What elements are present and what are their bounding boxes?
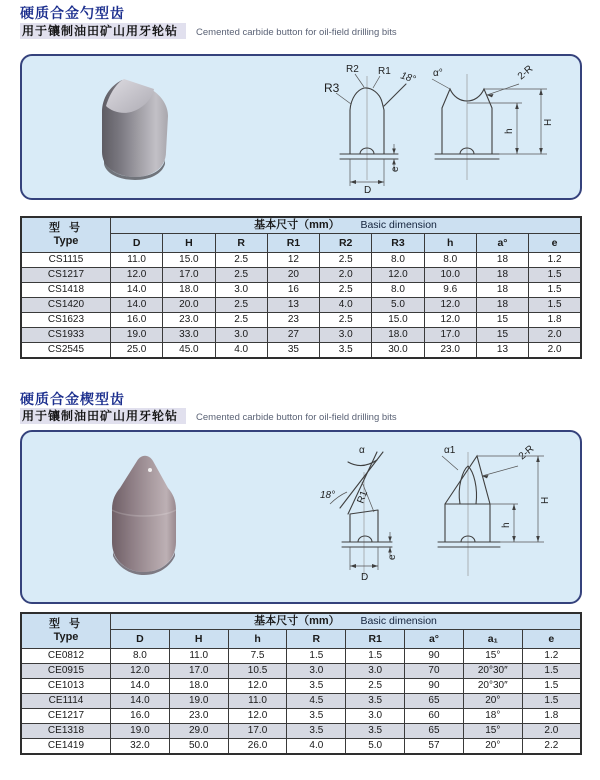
value-cell: 15° xyxy=(463,724,522,739)
value-cell: 65 xyxy=(405,724,464,739)
table-row xyxy=(21,739,581,755)
table-row xyxy=(21,679,581,694)
type-header-english: Type xyxy=(53,631,79,643)
dim-label-d: D xyxy=(364,185,372,194)
column-header: R2 xyxy=(320,234,372,253)
column-header: H xyxy=(169,630,228,649)
value-cell: 12.0 xyxy=(424,313,476,328)
dim-label-2r: 2-R xyxy=(515,63,536,83)
section1-subtitle xyxy=(20,22,397,40)
column-header: D xyxy=(111,630,170,649)
value-cell: 1.8 xyxy=(529,313,581,328)
value-cell: 2.5 xyxy=(215,268,267,283)
section1-title: 硬质合金勺型齿 xyxy=(20,5,125,21)
value-cell: 17.0 xyxy=(163,268,215,283)
value-cell: 50.0 xyxy=(169,739,228,755)
value-cell: 4.0 xyxy=(215,343,267,359)
type-header-chinese: 型 号 xyxy=(48,222,84,234)
value-cell: 19.0 xyxy=(169,694,228,709)
value-cell: 2.5 xyxy=(215,313,267,328)
value-cell: 57 xyxy=(405,739,464,755)
value-cell: 8.0 xyxy=(372,253,424,268)
value-cell: 17.0 xyxy=(228,724,287,739)
value-cell: 1.8 xyxy=(522,709,581,724)
value-cell: 70 xyxy=(405,664,464,679)
table-row xyxy=(21,694,581,709)
table-row xyxy=(21,649,581,664)
value-cell: 20° xyxy=(463,694,522,709)
value-cell: 2.0 xyxy=(529,343,581,359)
value-cell: 4.0 xyxy=(287,739,346,755)
value-cell: 15 xyxy=(476,328,528,343)
value-cell: 1.5 xyxy=(529,268,581,283)
value-cell: 20 xyxy=(267,268,319,283)
section2-subtitle xyxy=(20,407,397,425)
table-row xyxy=(21,328,581,343)
dim-label-alpha: α° xyxy=(433,68,443,79)
type-cell: CE0812 xyxy=(21,649,111,664)
type-cell: CS1933 xyxy=(21,328,111,343)
value-cell: 20° xyxy=(463,739,522,755)
value-cell: 65 xyxy=(405,694,464,709)
value-cell: 23.0 xyxy=(424,343,476,359)
value-cell: 18 xyxy=(476,268,528,283)
column-header: R1 xyxy=(267,234,319,253)
type-cell: CE1419 xyxy=(21,739,111,755)
value-cell: 2.5 xyxy=(346,679,405,694)
value-cell: 18.0 xyxy=(372,328,424,343)
value-cell: 29.0 xyxy=(169,724,228,739)
type-header-chinese: 型 号 xyxy=(48,618,84,630)
value-cell: 14.0 xyxy=(111,694,170,709)
value-cell: 15° xyxy=(463,649,522,664)
value-cell: 23.0 xyxy=(163,313,215,328)
value-cell: 33.0 xyxy=(163,328,215,343)
value-cell: 1.5 xyxy=(529,283,581,298)
section1-subtitle-english: Cemented carbide button for oil-field drilling bits xyxy=(196,27,397,38)
value-cell: 1.5 xyxy=(522,679,581,694)
table-row xyxy=(21,709,581,724)
dim-label-r3: R3 xyxy=(324,81,340,95)
value-cell: 13 xyxy=(267,298,319,313)
value-cell: 16.0 xyxy=(111,313,163,328)
dim-label-r2: R2 xyxy=(346,64,359,75)
value-cell: 18.0 xyxy=(169,679,228,694)
section1-subtitle-chinese: 用于镶制油田矿山用牙轮钻 xyxy=(20,23,186,39)
value-cell: 11.0 xyxy=(169,649,228,664)
value-cell: 10.0 xyxy=(424,268,476,283)
dim-label-e: e xyxy=(390,166,401,172)
value-cell: 3.0 xyxy=(320,328,372,343)
table-row xyxy=(21,283,581,298)
value-cell: 1.2 xyxy=(529,253,581,268)
dim-label-2r: 2-R xyxy=(516,444,537,463)
wedge-front-drawing xyxy=(430,444,565,584)
value-cell: 15.0 xyxy=(372,313,424,328)
value-cell: 15.0 xyxy=(163,253,215,268)
value-cell: 1.2 xyxy=(522,649,581,664)
value-cell: 26.0 xyxy=(228,739,287,755)
value-cell: 2.5 xyxy=(215,253,267,268)
dim-label-H: H xyxy=(540,496,551,504)
value-cell: 20°30″ xyxy=(463,679,522,694)
value-cell: 2.5 xyxy=(215,298,267,313)
value-cell: 2.0 xyxy=(522,724,581,739)
value-cell: 18 xyxy=(476,298,528,313)
dim-label-r1: R1 xyxy=(355,489,371,506)
dimension-header-english: Basic dimension xyxy=(360,615,437,627)
value-cell: 12.0 xyxy=(111,664,170,679)
spoon-button-photo xyxy=(94,70,176,184)
value-cell: 12.0 xyxy=(424,298,476,313)
value-cell: 8.0 xyxy=(424,253,476,268)
section2-spec-table xyxy=(20,612,582,755)
dim-label-h: h xyxy=(501,522,512,528)
type-header-english: Type xyxy=(53,235,79,247)
type-cell: CS2545 xyxy=(21,343,111,359)
table-row xyxy=(21,664,581,679)
value-cell: 1.5 xyxy=(522,694,581,709)
spoon-front-drawing xyxy=(427,62,567,194)
column-header: h xyxy=(228,630,287,649)
value-cell: 1.5 xyxy=(529,298,581,313)
type-cell: CS1115 xyxy=(21,253,111,268)
value-cell: 3.0 xyxy=(287,664,346,679)
dimension-header-chinese: 基本尺寸（mm） xyxy=(254,615,340,627)
value-cell: 3.5 xyxy=(346,694,405,709)
wedge-side-drawing xyxy=(320,444,425,584)
type-cell: CS1420 xyxy=(21,298,111,313)
value-cell: 12.0 xyxy=(228,709,287,724)
type-cell: CE1217 xyxy=(21,709,111,724)
wedge-button-photo xyxy=(104,448,186,586)
dim-label-d: D xyxy=(361,572,369,583)
value-cell: 20.0 xyxy=(163,298,215,313)
value-cell: 8.0 xyxy=(111,649,170,664)
value-cell: 11.0 xyxy=(228,694,287,709)
column-header: e xyxy=(529,234,581,253)
dim-label-r1: R1 xyxy=(378,66,391,77)
value-cell: 8.0 xyxy=(372,283,424,298)
value-cell: 3.0 xyxy=(346,709,405,724)
value-cell: 16 xyxy=(267,283,319,298)
column-header: R xyxy=(287,630,346,649)
value-cell: 17.0 xyxy=(169,664,228,679)
value-cell: 15 xyxy=(476,313,528,328)
value-cell: 3.5 xyxy=(346,724,405,739)
column-header: a° xyxy=(405,630,464,649)
value-cell: 18° xyxy=(463,709,522,724)
dimension-header-english: Basic dimension xyxy=(360,219,437,231)
value-cell: 3.5 xyxy=(320,343,372,359)
value-cell: 45.0 xyxy=(163,343,215,359)
column-header: R3 xyxy=(372,234,424,253)
value-cell: 5.0 xyxy=(372,298,424,313)
value-cell: 27 xyxy=(267,328,319,343)
value-cell: 3.5 xyxy=(287,724,346,739)
value-cell: 5.0 xyxy=(346,739,405,755)
dim-label-e: e xyxy=(387,554,398,560)
value-cell: 30.0 xyxy=(372,343,424,359)
dimension-header xyxy=(111,217,582,234)
column-header: H xyxy=(163,234,215,253)
section2-title: 硬质合金楔型齿 xyxy=(20,391,125,407)
column-header: a₁ xyxy=(463,630,522,649)
table-row xyxy=(21,343,581,359)
value-cell: 12 xyxy=(267,253,319,268)
value-cell: 19.0 xyxy=(111,724,170,739)
table-row xyxy=(21,253,581,268)
type-cell: CE1318 xyxy=(21,724,111,739)
value-cell: 14.0 xyxy=(111,679,170,694)
value-cell: 90 xyxy=(405,649,464,664)
value-cell: 2.2 xyxy=(522,739,581,755)
value-cell: 35 xyxy=(267,343,319,359)
value-cell: 12.0 xyxy=(228,679,287,694)
value-cell: 1.5 xyxy=(287,649,346,664)
column-header: a° xyxy=(476,234,528,253)
value-cell: 14.0 xyxy=(111,298,163,313)
column-header: e xyxy=(522,630,581,649)
type-cell: CS1217 xyxy=(21,268,111,283)
value-cell: 11.0 xyxy=(111,253,163,268)
dim-label-H: H xyxy=(543,118,554,126)
table-row xyxy=(21,724,581,739)
type-cell: CE0915 xyxy=(21,664,111,679)
value-cell: 3.0 xyxy=(215,328,267,343)
section2-subtitle-chinese: 用于镶制油田矿山用牙轮钻 xyxy=(20,408,186,424)
value-cell: 18 xyxy=(476,283,528,298)
value-cell: 2.5 xyxy=(320,313,372,328)
value-cell: 12.0 xyxy=(372,268,424,283)
table-row xyxy=(21,298,581,313)
value-cell: 32.0 xyxy=(111,739,170,755)
value-cell: 14.0 xyxy=(111,283,163,298)
value-cell: 4.5 xyxy=(287,694,346,709)
value-cell: 2.5 xyxy=(320,253,372,268)
column-header: D xyxy=(111,234,163,253)
value-cell: 12.0 xyxy=(111,268,163,283)
type-cell: CS1418 xyxy=(21,283,111,298)
value-cell: 17.0 xyxy=(424,328,476,343)
type-cell: CE1114 xyxy=(21,694,111,709)
value-cell: 16.0 xyxy=(111,709,170,724)
value-cell: 2.5 xyxy=(320,283,372,298)
dim-label-alpha: α xyxy=(359,445,365,456)
value-cell: 13 xyxy=(476,343,528,359)
value-cell: 20°30″ xyxy=(463,664,522,679)
value-cell: 7.5 xyxy=(228,649,287,664)
spoon-side-drawing xyxy=(322,62,422,194)
value-cell: 23.0 xyxy=(169,709,228,724)
value-cell: 25.0 xyxy=(111,343,163,359)
type-header xyxy=(21,613,111,649)
column-header: R1 xyxy=(346,630,405,649)
type-cell: CS1623 xyxy=(21,313,111,328)
section1-spec-table xyxy=(20,216,582,359)
column-header: R xyxy=(215,234,267,253)
dimension-header-chinese: 基本尺寸（mm） xyxy=(254,219,340,231)
value-cell: 2.0 xyxy=(320,268,372,283)
value-cell: 3.0 xyxy=(346,664,405,679)
value-cell: 18.0 xyxy=(163,283,215,298)
value-cell: 10.5 xyxy=(228,664,287,679)
value-cell: 9.6 xyxy=(424,283,476,298)
value-cell: 3.5 xyxy=(287,679,346,694)
dim-label-alpha1: α1 xyxy=(444,445,456,456)
value-cell: 3.5 xyxy=(287,709,346,724)
table-row xyxy=(21,268,581,283)
value-cell: 23 xyxy=(267,313,319,328)
section2-illustration-panel xyxy=(20,430,582,604)
dim-label-18deg: 18° xyxy=(399,70,417,86)
column-header: h xyxy=(424,234,476,253)
value-cell: 60 xyxy=(405,709,464,724)
value-cell: 2.0 xyxy=(529,328,581,343)
table-row xyxy=(21,313,581,328)
type-cell: CE1013 xyxy=(21,679,111,694)
section2-subtitle-english: Cemented carbide button for oil-field drilling bits xyxy=(196,412,397,423)
dim-label-h: h xyxy=(504,128,515,134)
type-header xyxy=(21,217,111,253)
value-cell: 18 xyxy=(476,253,528,268)
value-cell: 4.0 xyxy=(320,298,372,313)
dim-label-18deg: 18° xyxy=(320,490,336,501)
value-cell: 1.5 xyxy=(346,649,405,664)
value-cell: 90 xyxy=(405,679,464,694)
value-cell: 19.0 xyxy=(111,328,163,343)
dimension-header xyxy=(111,613,582,630)
value-cell: 1.5 xyxy=(522,664,581,679)
value-cell: 3.0 xyxy=(215,283,267,298)
section1-illustration-panel xyxy=(20,54,582,200)
